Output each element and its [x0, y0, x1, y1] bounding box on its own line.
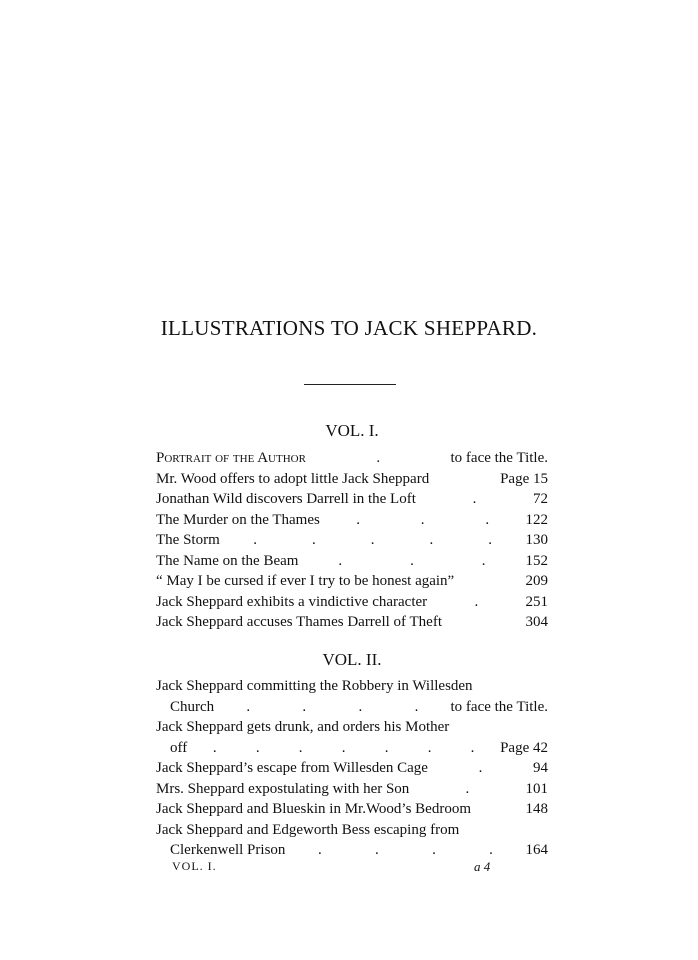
title-rule	[304, 384, 396, 385]
vol2-heading: VOL. II.	[322, 650, 382, 669]
vol2-illustration-list	[156, 676, 548, 861]
entry-title: “ May I be cursed if ever I try to be honest again”	[156, 573, 455, 589]
entry-title-continued: Clerkenwell Prison	[170, 842, 286, 858]
list-item	[156, 510, 548, 531]
leader-dots: .	[465, 780, 470, 797]
leader-dots: . . . .	[246, 698, 419, 715]
list-item	[156, 799, 548, 820]
list-item	[156, 779, 548, 800]
signature-volume: VOL. I.	[172, 859, 217, 873]
entry-page: 304	[525, 614, 548, 630]
entry-page: 101	[525, 780, 548, 797]
entry-title-continued: off	[170, 739, 188, 756]
leader-dots: . . . . . . .	[212, 739, 475, 756]
entry-title: Mrs. Sheppard expostulating with her Son	[156, 780, 410, 797]
entry-page: 152	[525, 552, 548, 569]
entry-title: Jack Sheppard gets drunk, and orders his Mother	[156, 719, 450, 735]
entry-page: 122	[525, 511, 548, 528]
leader-dots: . . .	[356, 511, 490, 528]
leader-dots: .	[478, 760, 483, 776]
entry-title: Jonathan Wild discovers Darrell in the Loft	[156, 491, 416, 507]
list-item-line2	[156, 738, 548, 759]
list-item	[156, 612, 548, 633]
vol1-illustration-list	[156, 448, 548, 633]
leader-dots: .	[474, 593, 479, 610]
entry-title: The Storm	[156, 532, 220, 548]
list-item	[156, 448, 548, 469]
entry-title: Jack Sheppard’s escape from Willesden Cage	[156, 760, 428, 776]
list-item	[156, 530, 548, 551]
list-item	[156, 469, 548, 490]
list-item-line2	[156, 840, 548, 861]
entry-page: 251	[525, 593, 548, 610]
signature-mark: a 4	[474, 859, 491, 874]
list-item	[156, 758, 548, 779]
entry-page: to face the Title.	[450, 698, 548, 715]
list-item	[156, 571, 548, 592]
entry-title: Jack Sheppard exhibits a vindictive character	[156, 593, 428, 610]
entry-title-continued: Church	[170, 698, 215, 715]
leader-dots: .	[472, 491, 477, 507]
vol1-heading: VOL. I.	[325, 421, 379, 440]
entry-title: Jack Sheppard and Edgeworth Bess escaping from	[156, 821, 460, 838]
list-item-line1	[156, 676, 548, 697]
list-item-line1	[156, 717, 548, 738]
list-item-line1	[156, 820, 548, 841]
entry-page: Page 42	[500, 739, 548, 756]
entry-title: Jack Sheppard committing the Robbery in Willesden	[156, 678, 473, 694]
entry-title: Jack Sheppard accuses Thames Darrell of Theft	[156, 614, 443, 630]
entry-title: Portrait of the Author	[156, 450, 306, 466]
entry-page: 94	[533, 760, 548, 776]
entry-page: 164	[525, 842, 548, 858]
page-title: ILLUSTRATIONS TO JACK SHEPPARD.	[160, 316, 538, 340]
entry-title: Jack Sheppard and Blueskin in Mr.Wood’s Bedroom	[156, 801, 472, 817]
entry-title: The Name on the Beam	[156, 552, 299, 569]
entry-page: to face the Title.	[450, 450, 548, 466]
list-item	[156, 551, 548, 572]
leader-dots: . . . .	[318, 842, 493, 858]
entry-title: Mr. Wood offers to adopt little Jack Sheppard	[156, 470, 430, 487]
leader-dots: . . .	[338, 552, 486, 569]
entry-page: 72	[533, 491, 548, 507]
list-item	[156, 489, 548, 510]
entry-page: 130	[525, 532, 548, 548]
list-item-line2	[156, 697, 548, 718]
entry-page: Page 15	[500, 470, 548, 487]
leader-dots: . . . . .	[253, 532, 492, 548]
entry-page: 148	[525, 801, 548, 817]
entry-title: The Murder on the Thames	[156, 511, 320, 528]
list-item	[156, 592, 548, 613]
entry-page: 209	[525, 573, 548, 589]
leader-dots: .	[376, 450, 381, 466]
